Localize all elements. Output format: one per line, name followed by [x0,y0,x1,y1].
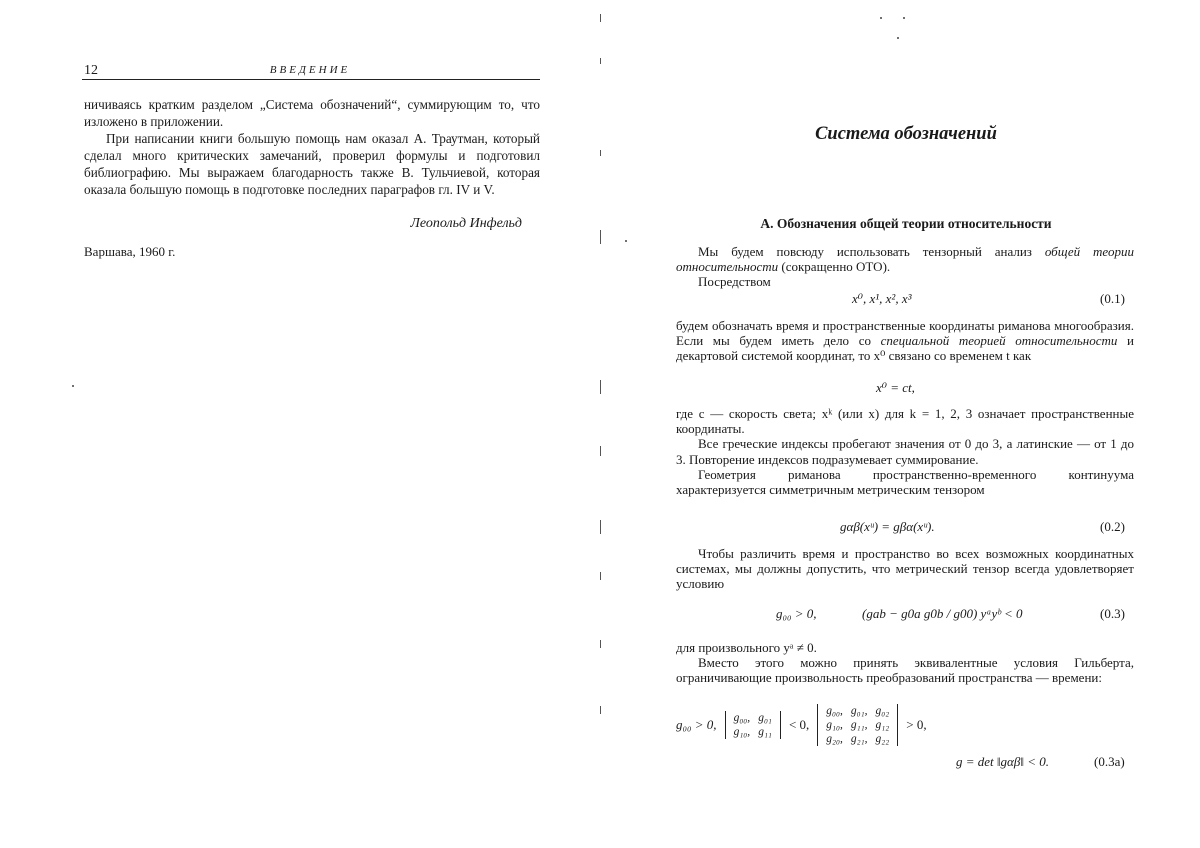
p8-text: для произвольного yᵃ ≠ 0. [676,640,817,655]
paragraph-8 [676,640,1134,686]
equation-0-1: x⁰, x¹, x², x³ [852,291,912,306]
author-signature: Леопольд Инфельд [410,216,522,231]
gutter-mark [600,230,601,244]
p7-text: Чтобы различить время и пространство во всех возможных координатных системах, мы должны допустить, что метрический тензор всегда удовлетворяет условию [676,546,1134,592]
p1-text-end: (сокращенно ОТО). [778,259,891,275]
det-cell: g₀₀, [733,712,751,724]
scan-speck [903,17,905,19]
determinant-2x2 [725,711,781,739]
paragraph-acknowledgement: При написании книги большую помощь нам оказал А. Траутман, который сделал много критических замечаний, проверил формулы и подготовил библиографию. Мы выражаем благодарность также В. Тульчиевой, которая оказала большую помощь в подготовке последних параграфов гл. IV и V. [84,131,540,197]
eq5-greater: > 0, [906,717,927,732]
det-cell: g₀₁, [850,705,868,717]
page-number: 12 [84,63,98,78]
section-heading: А. Обозначения общей теории относительности [760,216,1052,231]
scan-speck [880,17,882,19]
eq5-less: < 0, [788,717,810,732]
p3-emphasis: специальной теорией относительности [880,333,1118,349]
equation-x0-ct: x⁰ = ct, [876,380,915,395]
equation-0-2: gαβ(xᵘ) = gβα(xᵘ). [840,519,935,534]
det-cell: g₂₁, [850,733,868,745]
equation-number: (0.2) [1100,519,1125,534]
eq5-g00: g₀₀ > 0, [676,717,717,732]
gutter-mark [600,380,601,394]
p3-text: будем обозначать время и пространственные координаты риманова многообразия. Если мы будем иметь дело со [676,318,1134,349]
equation-0-3-left: g₀₀ > 0, [776,606,817,621]
det-cell: g₁₁ [758,726,772,738]
gutter-mark [600,520,601,534]
p9-text: Вместо этого можно принять эквивалентные условия Гильберта, ограничивающие произвольность преобразований пространства — времени: [676,655,1134,686]
det-cell: g₁₂ [875,719,890,731]
paragraph-1 [676,244,1134,290]
p5-text: Все греческие индексы пробегают значения от 0 до 3, а латинские — от 1 до 3. Повторение индексов подразумевает суммирование. [676,436,1134,467]
p2-text: Посредством [698,274,771,290]
scan-speck [897,37,899,39]
gutter-mark [600,572,601,580]
p4-text: где c — скорость света; xᵏ (или x) для k = 1, 2, 3 означает пространственные координаты. [676,406,1134,437]
equation-0-3a: g = det ‖gαβ‖ < 0. [956,754,1050,769]
p6-text: Геометрия риманова пространственно-временного континуума характеризуется симметричным метрическим тензором [676,466,1134,498]
equation-number: (0.3) [1100,606,1125,621]
paragraph-7 [676,546,1134,592]
gutter-mark [600,58,601,64]
header-rule [82,79,540,80]
gutter-mark [600,446,601,456]
gutter-mark [600,150,601,156]
place-date: Варшава, 1960 г. [84,244,176,259]
scan-speck [72,385,74,387]
equation-number: (0.3а) [1094,754,1125,769]
scan-speck [625,240,627,242]
det-cell: g₁₁, [850,719,868,731]
det-cell: g₂₀, [826,733,843,745]
gutter-mark [600,706,601,714]
left-text-block [84,96,540,198]
chapter-title: Система обозначений [815,124,997,144]
det-cell: g₂₂ [875,733,890,745]
equation-hilbert-conditions [676,700,1136,750]
running-head: ВВЕДЕНИЕ [269,64,351,76]
equation-0-3-right: (gab − g0a g0b / g00) yᵃyᵇ < 0 [862,606,1023,621]
paragraph-3 [676,318,1134,364]
determinant-3x3 [817,704,898,746]
det-cell: g₁₀, [733,726,751,738]
p3-text-end: и декартовой системой координат, то x⁰ связано со временем t как [676,333,1134,364]
gutter-mark [600,640,601,648]
paragraph-4 [676,406,1134,497]
p1-text: Мы будем повсюду использовать тензорный анализ [698,244,1045,259]
gutter-mark [600,14,601,22]
det-cell: g₁₀, [826,719,843,731]
paragraph-continued: ничиваясь кратким разделом „Система обозначений“, суммирующим то, что изложено в приложении. [84,97,540,129]
det-cell: g₀₂ [875,705,890,717]
equation-number: (0.1) [1100,291,1125,306]
det-cell: g₀₀, [826,705,843,717]
p1-emphasis: общей теории относительности [676,244,1134,275]
det-cell: g₀₁ [758,712,772,724]
